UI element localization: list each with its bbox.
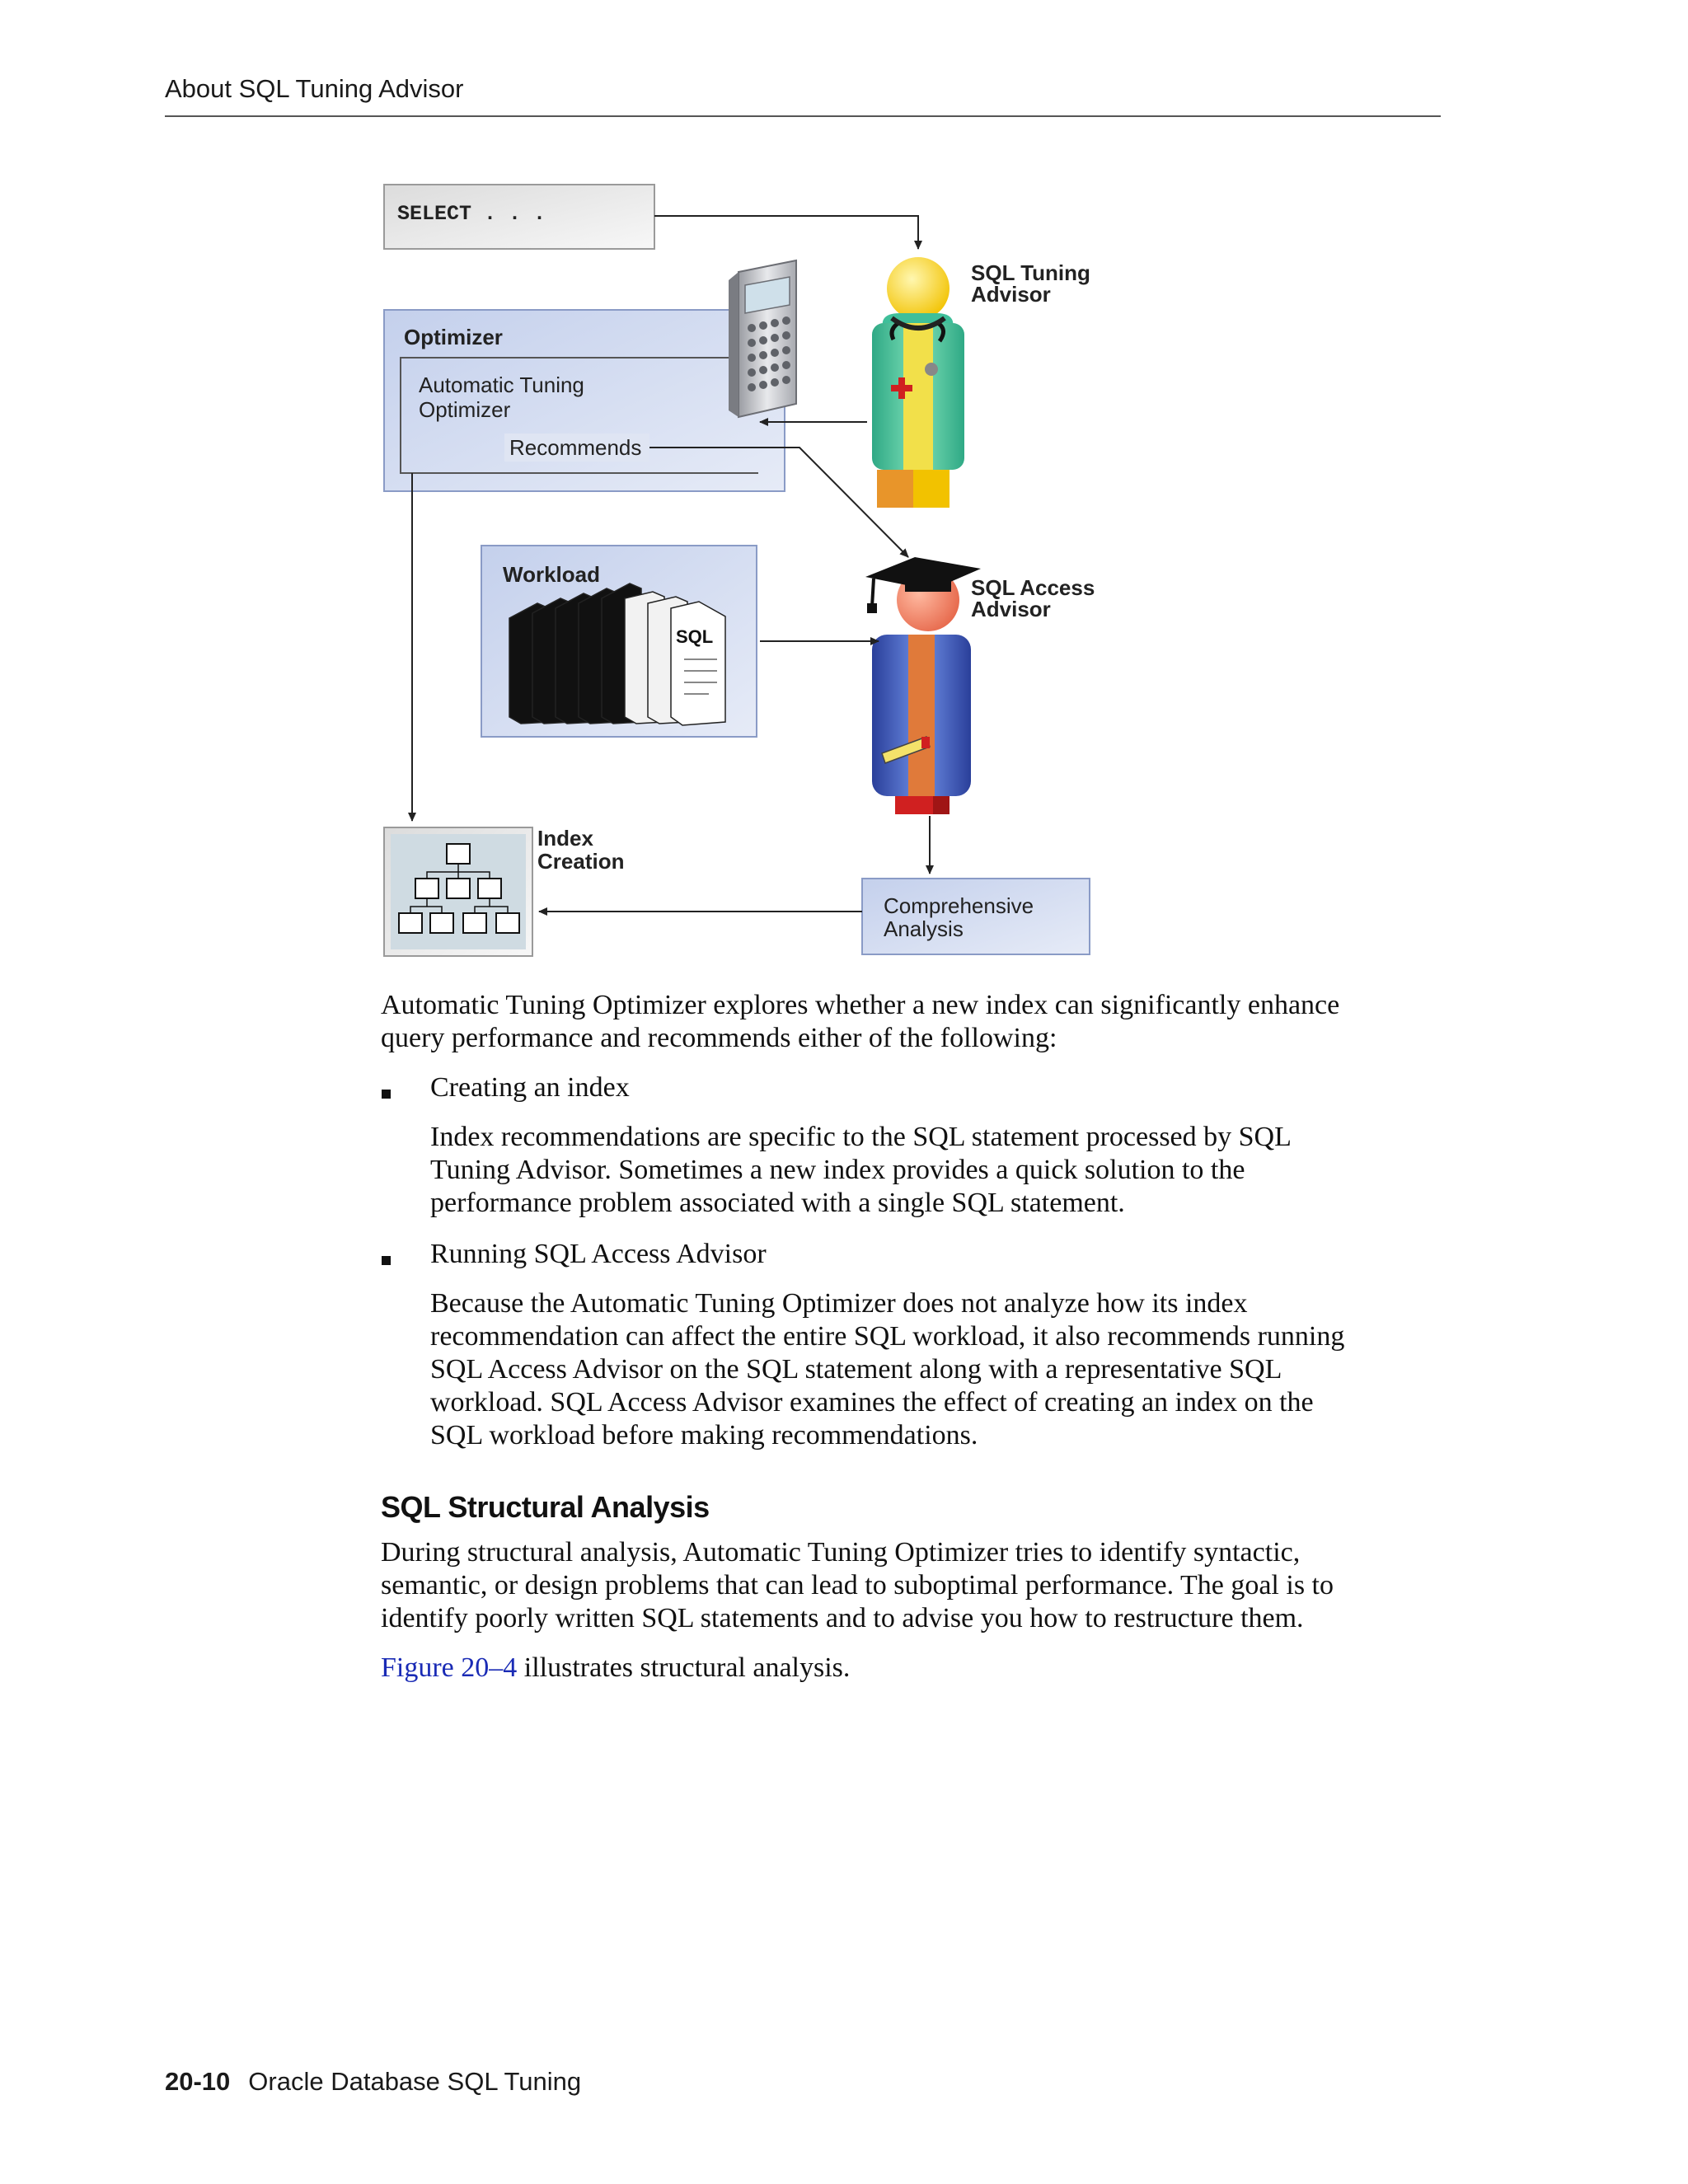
bullet-marker bbox=[382, 1090, 391, 1099]
intro-line1: Automatic Tuning Optimizer explores whether a new index can significantly enhance bbox=[381, 990, 1340, 1020]
ato-line2: Optimizer bbox=[419, 397, 511, 422]
saa-line1: SQL Access bbox=[971, 575, 1095, 600]
index-creation-box bbox=[384, 826, 624, 956]
svg-text:SQL: SQL bbox=[676, 626, 714, 647]
bullet-2-desc-line5: SQL workload before making recommendations. bbox=[430, 1420, 978, 1451]
bullet-2-desc-line2: recommendation can affect the entire SQL workload, it also recommends running bbox=[430, 1321, 1345, 1352]
running-header: About SQL Tuning Advisor bbox=[165, 74, 464, 103]
sql-tuning-advisor-figure bbox=[872, 257, 1090, 508]
calculator-icon bbox=[729, 260, 796, 417]
xref-rest-text: illustrates structural analysis. bbox=[517, 1652, 851, 1683]
comprehensive-analysis-box bbox=[862, 879, 1090, 954]
figure-xref-link[interactable]: Figure 20–4 bbox=[381, 1652, 518, 1683]
bullet-1-label: Creating an index bbox=[430, 1072, 630, 1103]
bullet-1-desc-line1: Index recommendations are specific to the SQL statement processed by SQL bbox=[430, 1122, 1292, 1152]
sql-documents-icon bbox=[509, 583, 725, 725]
bullet-1-desc-line3: performance problem associated with a single SQL statement. bbox=[430, 1188, 1125, 1218]
workload-box bbox=[481, 546, 757, 737]
optimizer-box bbox=[384, 310, 785, 491]
ato-line1: Automatic Tuning bbox=[419, 373, 584, 397]
bullet-2-desc-line4: workload. SQL Access Advisor examines the effect of creating an index on the bbox=[430, 1387, 1314, 1418]
bullet-2-desc-line3: SQL Access Advisor on the SQL statement along with a representative SQL bbox=[430, 1354, 1282, 1385]
section-line1: During structural analysis, Automatic Tuning Optimizer tries to identify syntactic, bbox=[381, 1537, 1301, 1568]
select-label: SELECT . . . bbox=[397, 202, 546, 226]
page-footer bbox=[165, 2067, 581, 2097]
page-number: 20-10 bbox=[165, 2067, 231, 2096]
comp-line1: Comprehensive bbox=[884, 893, 1034, 918]
sql-access-figure bbox=[0, 0, 1688, 989]
recommends-label: Recommends bbox=[509, 435, 642, 460]
bullet-2-desc-line1: Because the Automatic Tuning Optimizer does not analyze how its index bbox=[430, 1288, 1248, 1319]
section-line2: semantic, or design problems that can lead to suboptimal performance. The goal is to bbox=[381, 1570, 1334, 1601]
intro-line2: query performance and recommends either of the following: bbox=[381, 1023, 1057, 1053]
index-line2: Creation bbox=[537, 849, 625, 874]
index-line1: Index bbox=[537, 826, 593, 851]
bullet-2-label: Running SQL Access Advisor bbox=[430, 1239, 767, 1269]
book-title: Oracle Database SQL Tuning bbox=[248, 2067, 582, 2096]
sta-line2: Advisor bbox=[971, 282, 1051, 307]
section-line3: identify poorly written SQL statements and to advise you how to restructure them. bbox=[381, 1603, 1304, 1633]
comp-line2: Analysis bbox=[884, 916, 964, 941]
bullet-marker bbox=[382, 1256, 391, 1265]
sql-access-advisor-figure bbox=[865, 557, 1095, 814]
bullet-1-desc-line2: Tuning Advisor. Sometimes a new index provides a quick solution to the bbox=[430, 1155, 1245, 1185]
workload-title: Workload bbox=[503, 562, 600, 587]
saa-line2: Advisor bbox=[971, 597, 1051, 621]
section-heading: SQL Structural Analysis bbox=[381, 1490, 710, 1524]
sta-line1: SQL Tuning bbox=[971, 260, 1090, 285]
optimizer-title: Optimizer bbox=[404, 325, 503, 349]
select-statement-box bbox=[384, 185, 654, 249]
xref-paragraph bbox=[381, 1652, 850, 1685]
